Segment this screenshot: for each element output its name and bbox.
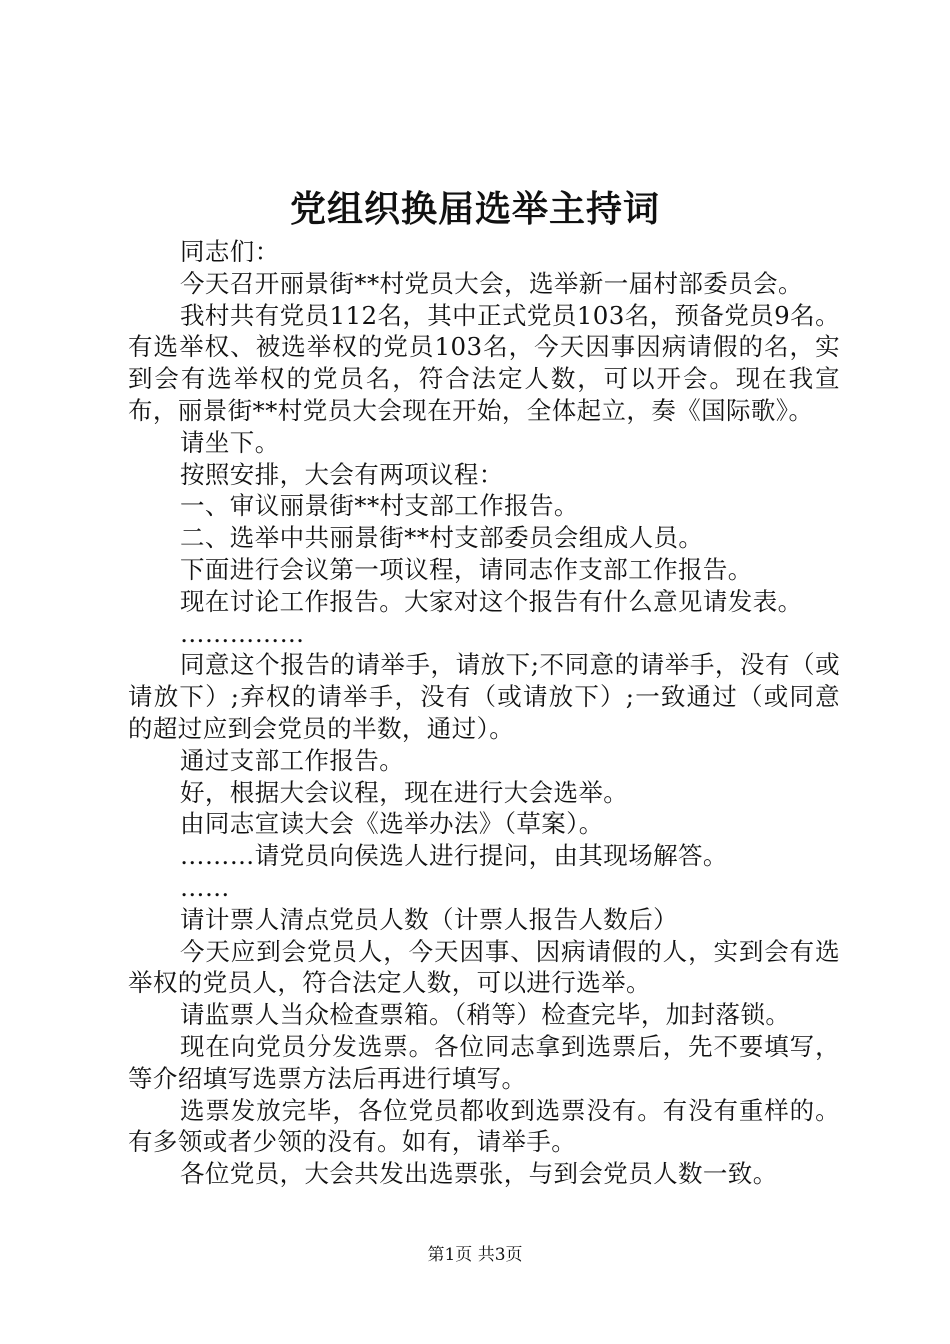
paragraph: 今天应到会党员人，今天因事、因病请假的人，实到会有选举权的党员人，符合法定人数，可以进行选举。 xyxy=(128,936,840,998)
paragraph: 请监票人当众检查票箱。（稍等）检查完毕，加封落锁。 xyxy=(180,1000,791,1030)
page-title: 党组织换届选举主持词 xyxy=(289,188,660,230)
paragraph: 现在讨论工作报告。大家对这个报告有什么意见请发表。 xyxy=(180,586,803,616)
paragraph: 好，根据大会议程，现在进行大会选举。 xyxy=(180,777,629,807)
paragraph: 今天召开丽景街**村党员大会，选举新一届村部委员会。 xyxy=(180,268,803,298)
paragraph: 我村共有党员112名，其中正式党员103名，预备党员9名。有选举权、被选举权的党员103名，今天因事因病请假的名，实到会有选举权的党员名，符合法定人数，可以开会。现在我宣布，丽景街**村党员大会现在开始，全体起立，奏《国际歌》。 xyxy=(128,300,840,425)
paragraph: 下面进行会议第一项议程，请同志作支部工作报告。 xyxy=(180,554,753,584)
paragraph: 各位党员，大会共发出选票张，与到会党员人数一致。 xyxy=(180,1159,778,1189)
paragraph: 按照安排，大会有两项议程： xyxy=(180,459,504,489)
page-number-footer: 第1页 共3页 xyxy=(427,1245,523,1265)
paragraph: 同意这个报告的请举手，请放下;不同意的请举手，没有（或请放下）;弃权的请举手，没有（或请放下）;一致通过（或同意的超过应到会党员的半数，通过）。 xyxy=(128,650,840,743)
paragraph: ………请党员向侯选人进行提问，由其现场解答。 xyxy=(180,841,728,871)
ellipsis-line: …………… xyxy=(180,618,305,648)
paragraph: 通过支部工作报告。 xyxy=(180,745,405,775)
paragraph: 由同志宣读大会《选举办法》（草案）。 xyxy=(180,809,604,839)
ellipsis-line: …… xyxy=(180,872,230,902)
document-body xyxy=(128,236,840,1190)
paragraph: 同志们： xyxy=(180,237,280,266)
paragraph: 请坐下。 xyxy=(180,427,280,457)
paragraph: 二、选举中共丽景街**村支部委员会组成人员。 xyxy=(180,523,704,553)
paragraph: 选票发放完毕，各位党员都收到选票没有。有没有重样的。有多领或者少领的没有。如有，请举手。 xyxy=(128,1095,840,1157)
paragraph: 现在向党员分发选票。各位同志拿到选票后，先不要填写，等介绍填写选票方法后再进行填写。 xyxy=(128,1031,840,1093)
paragraph: 请计票人清点党员人数（计票人报告人数后） xyxy=(180,904,678,934)
paragraph: 一、审议丽景街**村支部工作报告。 xyxy=(180,491,579,521)
